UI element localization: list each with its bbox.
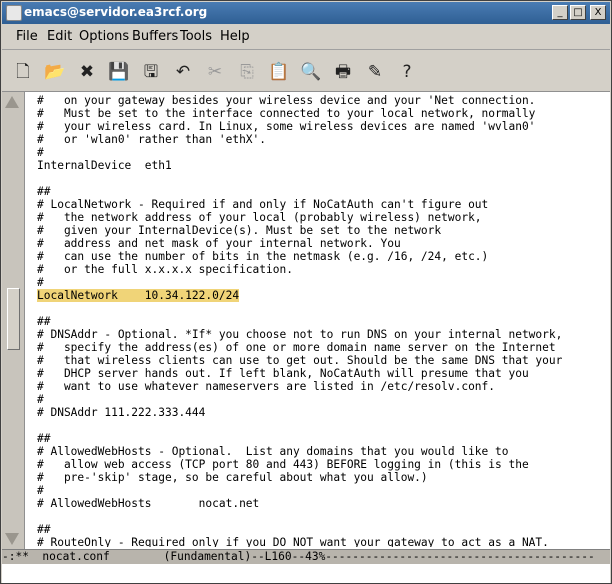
buffer-line[interactable]: # on your gateway besides your wireless device and your 'Net connection. xyxy=(37,94,536,107)
buffer-line[interactable]: # LocalNetwork - Required if and only if NoCatAuth can't figure out xyxy=(37,198,489,211)
buffer-line[interactable]: # that wireless clients can use to get out. Should be the same DNS that your xyxy=(37,354,563,367)
mode-line: -:** nocat.conf (Fundamental)--L160--43%---------------------------------------- xyxy=(2,549,610,564)
save-icon[interactable]: 💾 xyxy=(108,62,130,82)
buffer-line[interactable] xyxy=(37,302,607,315)
buffer-line[interactable]: # AllowedWebHosts - Optional. List any domains that you would like to xyxy=(37,445,509,458)
buffer-line[interactable]: # given your InternalDevice(s). Must be set to the network xyxy=(37,224,442,237)
editor-area[interactable] xyxy=(2,92,610,549)
scroll-up-arrow-icon[interactable] xyxy=(5,96,19,108)
buffer-line[interactable] xyxy=(37,510,607,523)
buffer-line[interactable]: # pre-'skip' stage, so be careful about what you allow.) xyxy=(37,471,428,484)
menu-options[interactable]: Options xyxy=(79,29,130,44)
app-icon[interactable] xyxy=(6,5,22,21)
menu-buffers[interactable]: Buffers xyxy=(132,29,179,44)
buffer-line[interactable]: # specify the address(es) of one or more domain name server on the Internet xyxy=(37,341,556,354)
buffer-line[interactable]: # or 'wlan0' rather than 'ethX'. xyxy=(37,133,267,146)
scrollbar-thumb[interactable] xyxy=(7,288,20,350)
menu-file[interactable]: File xyxy=(16,29,38,44)
help-icon[interactable]: ? xyxy=(402,62,412,82)
menu-bar xyxy=(2,25,610,50)
buffer-line[interactable]: # the network address of your local (probably wireless) network, xyxy=(37,211,482,224)
maximize-button[interactable]: □ xyxy=(570,5,586,20)
close-window-button[interactable]: X xyxy=(590,5,606,20)
buffer-line[interactable]: ## xyxy=(37,523,51,536)
preferences-icon[interactable]: ✎ xyxy=(367,62,383,82)
buffer-line[interactable]: # AllowedWebHosts nocat.net xyxy=(37,497,260,510)
buffer-line[interactable]: # want to use whatever nameservers are listed in /etc/resolv.conf. xyxy=(37,380,496,393)
buffer-line[interactable]: # Must be set to the interface connected to your local network, normally xyxy=(37,107,536,120)
search-icon[interactable]: 🔍 xyxy=(300,62,322,82)
buffer-line[interactable]: # allow web access (TCP port 80 and 443) BEFORE logging in (this is the xyxy=(37,458,529,471)
buffer-line[interactable]: # DNSAddr - Optional. *If* you choose not to run DNS on your internal network, xyxy=(37,328,563,341)
buffer-line[interactable]: # xyxy=(37,393,44,406)
open-folder-icon[interactable]: 📂 xyxy=(44,62,66,82)
buffer-line[interactable]: # can use the number of bits in the netmask (e.g. /16, /24, etc.) xyxy=(37,250,489,263)
buffer-line[interactable]: # xyxy=(37,484,44,497)
undo-icon[interactable]: ↶ xyxy=(175,62,191,82)
buffer-line[interactable]: # xyxy=(37,146,44,159)
buffer-line[interactable] xyxy=(37,172,607,185)
buffer-line[interactable]: ## xyxy=(37,185,51,198)
buffer-line[interactable]: ## xyxy=(37,432,51,445)
buffer-line[interactable]: # address and net mask of your internal network. You xyxy=(37,237,401,250)
highlighted-region[interactable]: LocalNetwork 10.34.122.0/24 xyxy=(37,289,240,302)
buffer-line[interactable]: # DHCP server hands out. If left blank, NoCatAuth will presume that you xyxy=(37,367,529,380)
buffer-text[interactable] xyxy=(37,94,607,547)
print-icon[interactable]: 🖶 xyxy=(334,62,352,82)
window-title: emacs@servidor.ea3rcf.org xyxy=(24,5,208,19)
close-icon[interactable]: ✖ xyxy=(79,62,95,82)
buffer-line[interactable]: ## xyxy=(37,315,51,328)
buffer-line[interactable]: # xyxy=(37,276,44,289)
buffer-line[interactable] xyxy=(37,289,607,302)
buffer-line[interactable]: # RouteOnly - Required only if you DO NOT want your gateway to act as a NAT. xyxy=(37,536,549,547)
menu-edit[interactable]: Edit xyxy=(47,29,73,44)
minimize-button[interactable]: _ xyxy=(552,5,568,20)
copy-icon[interactable]: ⎘ xyxy=(240,62,254,82)
paste-icon[interactable]: 📋 xyxy=(268,62,290,82)
scroll-down-arrow-icon[interactable] xyxy=(5,533,19,545)
menu-tools[interactable]: Tools xyxy=(180,29,213,44)
save-as-icon[interactable]: 🖫 xyxy=(143,62,159,82)
cut-icon[interactable]: ✂ xyxy=(207,62,223,82)
buffer-line[interactable]: # or the full x.x.x.x specification. xyxy=(37,263,293,276)
vertical-scrollbar[interactable] xyxy=(2,92,25,549)
new-file-icon[interactable]: 🗋 xyxy=(16,62,30,82)
minibuffer[interactable] xyxy=(2,564,610,583)
buffer-line[interactable]: # your wireless card. In Linux, some wireless devices are named 'wvlan0' xyxy=(37,120,536,133)
buffer-line[interactable] xyxy=(37,419,607,432)
title-bar[interactable] xyxy=(2,2,610,24)
buffer-line[interactable]: InternalDevice eth1 xyxy=(37,159,172,172)
menu-help[interactable]: Help xyxy=(220,29,250,44)
buffer-line[interactable]: # DNSAddr 111.222.333.444 xyxy=(37,406,206,419)
tool-bar xyxy=(2,51,610,92)
